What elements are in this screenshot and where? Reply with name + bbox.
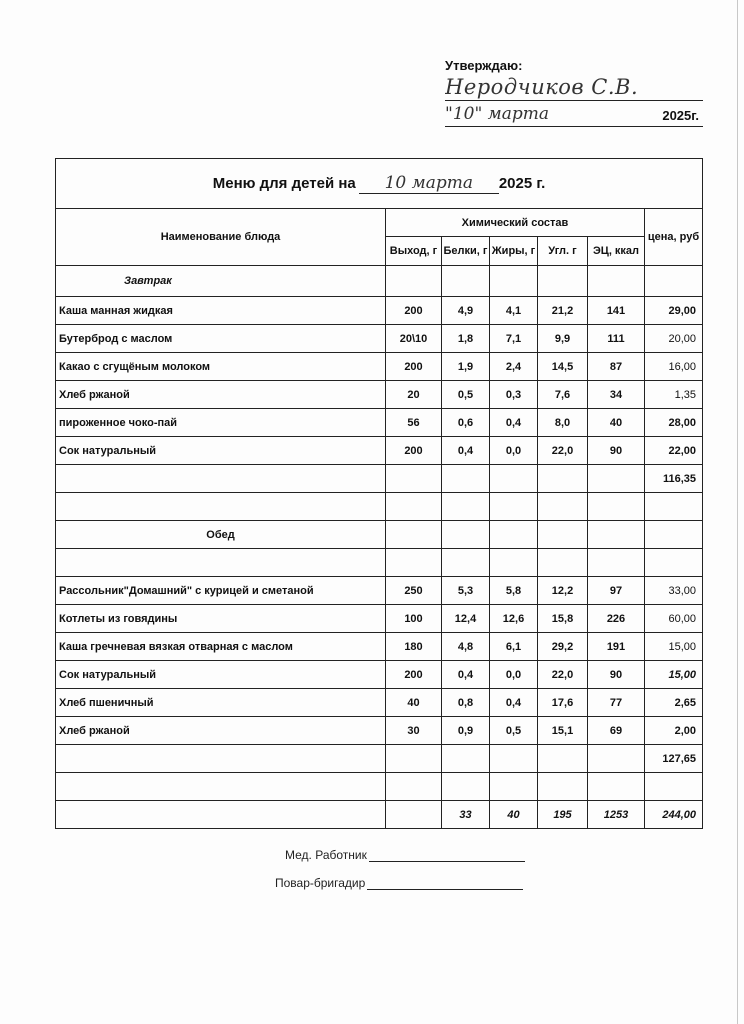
dish-price: 29,00: [645, 297, 703, 325]
dish-output: 30: [386, 717, 442, 745]
dish-fat: 4,1: [490, 297, 538, 325]
menu-title: [56, 159, 703, 209]
section-title-lunch: Обед: [56, 521, 386, 549]
dish-fat: 0,4: [490, 689, 538, 717]
menu-table: [55, 158, 703, 829]
grand-total-protein: 33: [442, 801, 490, 829]
dish-fat: 0,0: [490, 437, 538, 465]
header-row-1: [56, 209, 703, 237]
signature-medic: [285, 848, 525, 862]
header-col-kcal: ЭЦ, ккал: [588, 237, 645, 266]
grand-total-row: [56, 801, 703, 829]
dish-price: 15,00: [645, 661, 703, 689]
table-row: [56, 297, 703, 325]
signature-medic-label: Мед. Работник: [285, 848, 367, 862]
menu-title-row: [56, 159, 703, 209]
dish-output: 250: [386, 577, 442, 605]
dish-name: Бутерброд с маслом: [56, 325, 386, 353]
header-dish: Наименование блюда: [56, 209, 386, 266]
grand-total-kcal: 1253: [588, 801, 645, 829]
dish-output: 40: [386, 689, 442, 717]
dish-output: 20\10: [386, 325, 442, 353]
dish-kcal: 34: [588, 381, 645, 409]
dish-kcal: 69: [588, 717, 645, 745]
dish-price: 28,00: [645, 409, 703, 437]
dish-name: Каша манная жидкая: [56, 297, 386, 325]
menu-title-prefix: Меню для детей на: [212, 175, 356, 192]
table-row: [56, 605, 703, 633]
dish-output: 180: [386, 633, 442, 661]
dish-protein: 0,4: [442, 437, 490, 465]
table-row: [56, 689, 703, 717]
dish-price: 1,35: [645, 381, 703, 409]
dish-kcal: 90: [588, 661, 645, 689]
header-col-carb: Угл. г: [538, 237, 588, 266]
dish-output: 200: [386, 661, 442, 689]
dish-name: Рассольник"Домашний" с курицей и сметаной: [56, 577, 386, 605]
dish-kcal: 77: [588, 689, 645, 717]
dish-price: 33,00: [645, 577, 703, 605]
dish-fat: 0,5: [490, 717, 538, 745]
dish-fat: 0,4: [490, 409, 538, 437]
dish-output: 100: [386, 605, 442, 633]
dish-carb: 12,2: [538, 577, 588, 605]
dish-fat: 0,0: [490, 661, 538, 689]
table-row: [56, 325, 703, 353]
grand-total-price: 244,00: [645, 801, 703, 829]
header-col-protein: Белки, г: [442, 237, 490, 266]
dish-protein: 0,9: [442, 717, 490, 745]
dish-protein: 4,8: [442, 633, 490, 661]
dish-output: 200: [386, 437, 442, 465]
dish-protein: 4,9: [442, 297, 490, 325]
approval-block: [445, 58, 703, 138]
grand-total-carb: 195: [538, 801, 588, 829]
dish-carb: 22,0: [538, 661, 588, 689]
header-col-fat: Жиры, г: [490, 237, 538, 266]
dish-protein: 0,8: [442, 689, 490, 717]
approval-year: 2025г.: [662, 108, 699, 123]
dish-name: Хлеб ржаной: [56, 381, 386, 409]
signature-cook: [275, 876, 523, 890]
dish-kcal: 191: [588, 633, 645, 661]
dish-fat: 0,3: [490, 381, 538, 409]
dish-kcal: 97: [588, 577, 645, 605]
dish-carb: 17,6: [538, 689, 588, 717]
header-chem: Химический состав: [386, 209, 645, 237]
dish-carb: 14,5: [538, 353, 588, 381]
dish-price: 16,00: [645, 353, 703, 381]
dish-kcal: 90: [588, 437, 645, 465]
menu-title-suffix: 2025 г.: [498, 175, 546, 192]
dish-kcal: 40: [588, 409, 645, 437]
approval-title: Утверждаю:: [445, 58, 523, 73]
dish-output: 20: [386, 381, 442, 409]
dish-output: 200: [386, 353, 442, 381]
dish-protein: 0,5: [442, 381, 490, 409]
empty-row: [56, 493, 703, 521]
dish-fat: 5,8: [490, 577, 538, 605]
dish-fat: 12,6: [490, 605, 538, 633]
table-row: [56, 661, 703, 689]
breakfast-total: 116,35: [645, 465, 703, 493]
dish-fat: 7,1: [490, 325, 538, 353]
dish-output: 200: [386, 297, 442, 325]
header-price: цена, руб: [645, 209, 703, 266]
dish-name: Сок натуральный: [56, 661, 386, 689]
dish-kcal: 141: [588, 297, 645, 325]
dish-fat: 6,1: [490, 633, 538, 661]
page-edge-line: [737, 0, 738, 1024]
dish-name: Хлеб пшеничный: [56, 689, 386, 717]
dish-name: пироженное чоко-пай: [56, 409, 386, 437]
table-row: [56, 633, 703, 661]
header-col-out: Выход, г: [386, 237, 442, 266]
dish-protein: 1,8: [442, 325, 490, 353]
lunch-rows: [56, 577, 703, 745]
dish-name: Каша гречневая вязкая отварная с маслом: [56, 633, 386, 661]
dish-protein: 12,4: [442, 605, 490, 633]
dish-name: Котлеты из говядины: [56, 605, 386, 633]
dish-carb: 29,2: [538, 633, 588, 661]
table-row: [56, 409, 703, 437]
dish-carb: 8,0: [538, 409, 588, 437]
lunch-total: 127,65: [645, 745, 703, 773]
grand-total-fat: 40: [490, 801, 538, 829]
dish-output: 56: [386, 409, 442, 437]
dish-protein: 5,3: [442, 577, 490, 605]
table-row: [56, 381, 703, 409]
approval-date-handwritten: "10" марта: [445, 104, 550, 124]
dish-kcal: 226: [588, 605, 645, 633]
dish-protein: 1,9: [442, 353, 490, 381]
section-breakfast: [56, 266, 703, 297]
dish-protein: 0,4: [442, 661, 490, 689]
empty-row: [56, 773, 703, 801]
dish-price: 15,00: [645, 633, 703, 661]
section-lunch: [56, 521, 703, 549]
table-row: [56, 353, 703, 381]
signature-cook-line[interactable]: [367, 877, 523, 890]
section-title-breakfast: Завтрак: [56, 266, 386, 297]
dish-carb: 15,8: [538, 605, 588, 633]
dish-carb: 22,0: [538, 437, 588, 465]
approval-signature: Неродчиков С.В.: [445, 74, 703, 101]
dish-price: 2,65: [645, 689, 703, 717]
table-row: [56, 577, 703, 605]
dish-carb: 15,1: [538, 717, 588, 745]
approval-date-line: [445, 104, 703, 127]
empty-row: [56, 549, 703, 577]
table-row: [56, 717, 703, 745]
signature-medic-line[interactable]: [369, 849, 525, 862]
breakfast-total-row: [56, 465, 703, 493]
signature-cook-label: Повар-бригадир: [275, 876, 366, 890]
dish-price: 22,00: [645, 437, 703, 465]
dish-name: Сок натуральный: [56, 437, 386, 465]
dish-price: 20,00: [645, 325, 703, 353]
dish-fat: 2,4: [490, 353, 538, 381]
dish-protein: 0,6: [442, 409, 490, 437]
lunch-total-row: [56, 745, 703, 773]
dish-price: 60,00: [645, 605, 703, 633]
dish-name: Хлеб ржаной: [56, 717, 386, 745]
dish-carb: 21,2: [538, 297, 588, 325]
dish-price: 2,00: [645, 717, 703, 745]
dish-carb: 9,9: [538, 325, 588, 353]
dish-kcal: 111: [588, 325, 645, 353]
dish-carb: 7,6: [538, 381, 588, 409]
menu-title-date: 10 марта: [359, 173, 499, 194]
table-row: [56, 437, 703, 465]
dish-kcal: 87: [588, 353, 645, 381]
dish-name: Какао с сгущёным молоком: [56, 353, 386, 381]
breakfast-rows: [56, 297, 703, 465]
